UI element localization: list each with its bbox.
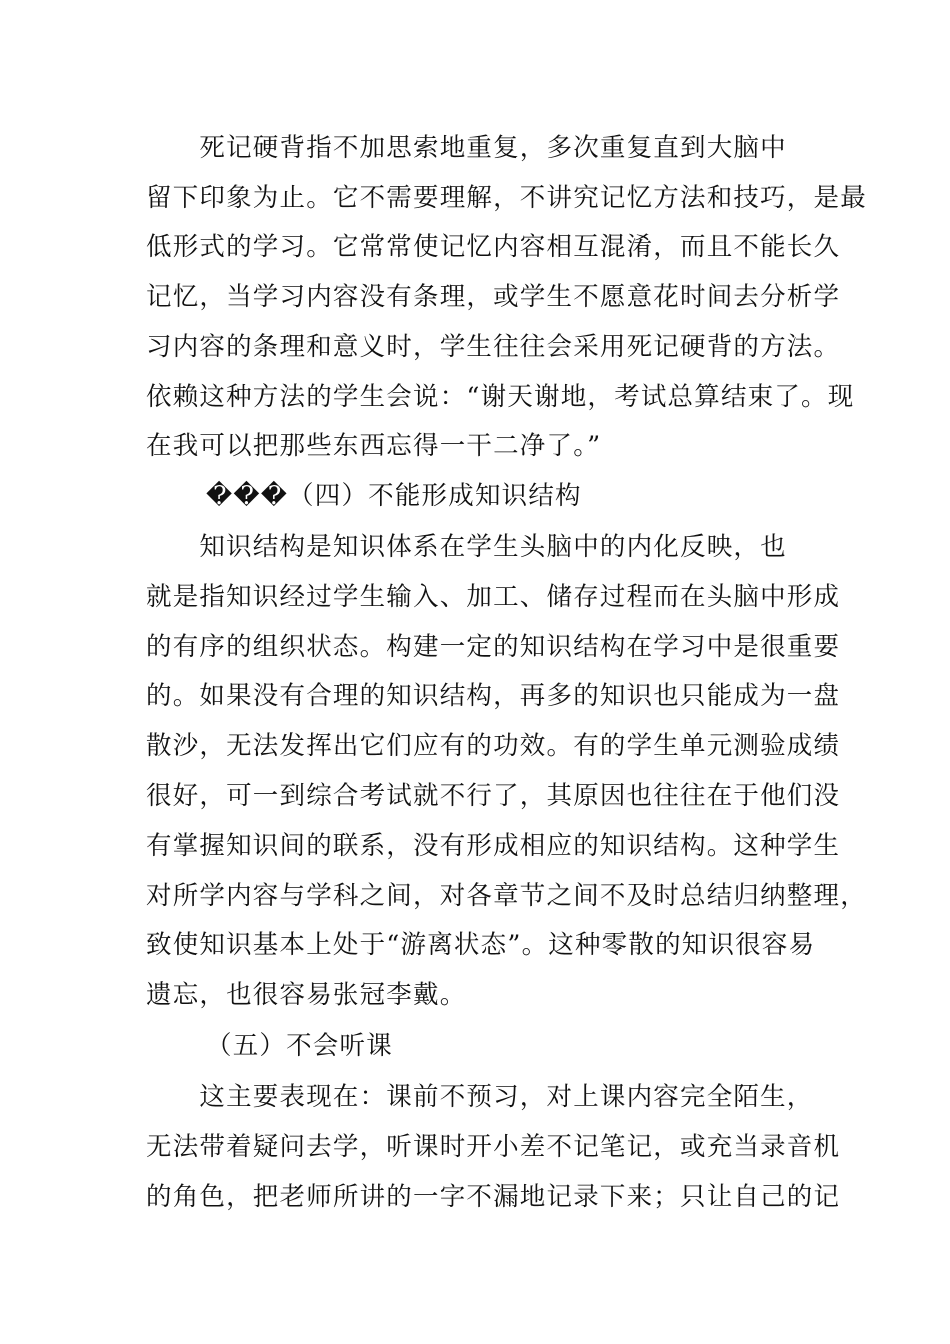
paragraph-line: 低形式的学习。它常常使记忆内容相互混淆，而且不能长久	[146, 232, 841, 262]
paragraph-line: 留下印象为止。它不需要理解，不讲究记忆方法和技巧，是最	[146, 183, 867, 213]
paragraph-line: 就是指知识经过学生输入、加工、储存过程而在头脑中形成	[146, 582, 841, 612]
paragraph-line: 的角色，把老师所讲的一字不漏地记录下来；只让自己的记	[146, 1182, 841, 1212]
paragraph-line: 记忆，当学习内容没有条理，或学生不愿意花时间去分析学	[146, 282, 841, 312]
paragraph-line: 死记硬背指不加思索地重复，多次重复直到大脑中	[146, 133, 787, 163]
paragraph-line: 在我可以把那些东西忘得一干二净了。”	[146, 431, 602, 461]
paragraph-line: 无法带着疑问去学，听课时开小差不记笔记，或充当录音机	[146, 1132, 841, 1162]
paragraph-line: 知识结构是知识体系在学生头脑中的内化反映，也	[146, 532, 787, 562]
paragraph-line: 散沙，无法发挥出它们应有的功效。有的学生单元测验成绩	[146, 731, 841, 761]
paragraph-line: 这主要表现在：课前不预习，对上课内容完全陌生，	[146, 1082, 814, 1112]
paragraph-line: 的。如果没有合理的知识结构，再多的知识也只能成为一盘	[146, 681, 841, 711]
section-heading-5: （五）不会听课	[206, 1031, 393, 1061]
paragraph-line: 有掌握知识间的联系，没有形成相应的知识结构。这种学生	[146, 831, 841, 861]
paragraph-line: 的有序的组织状态。构建一定的知识结构在学习中是很重要	[146, 632, 841, 662]
section-heading-4: ���（四）不能形成知识结构	[206, 481, 582, 511]
paragraph-line: 对所学内容与学科之间，对各章节之间不及时总结归纳整理，	[146, 881, 867, 911]
paragraph-line: 习内容的条理和意义时，学生往往会采用死记硬背的方法。	[146, 332, 841, 362]
paragraph-line: 依赖这种方法的学生会说：“谢天谢地，考试总算结束了。现	[146, 382, 855, 412]
paragraph-line: 致使知识基本上处于“游离状态”。这种零散的知识很容易	[146, 930, 816, 960]
paragraph-line: 遗忘，也很容易张冠李戴。	[146, 980, 467, 1010]
paragraph-line: 很好，可一到综合考试就不行了，其原因也往往在于他们没	[146, 781, 841, 811]
